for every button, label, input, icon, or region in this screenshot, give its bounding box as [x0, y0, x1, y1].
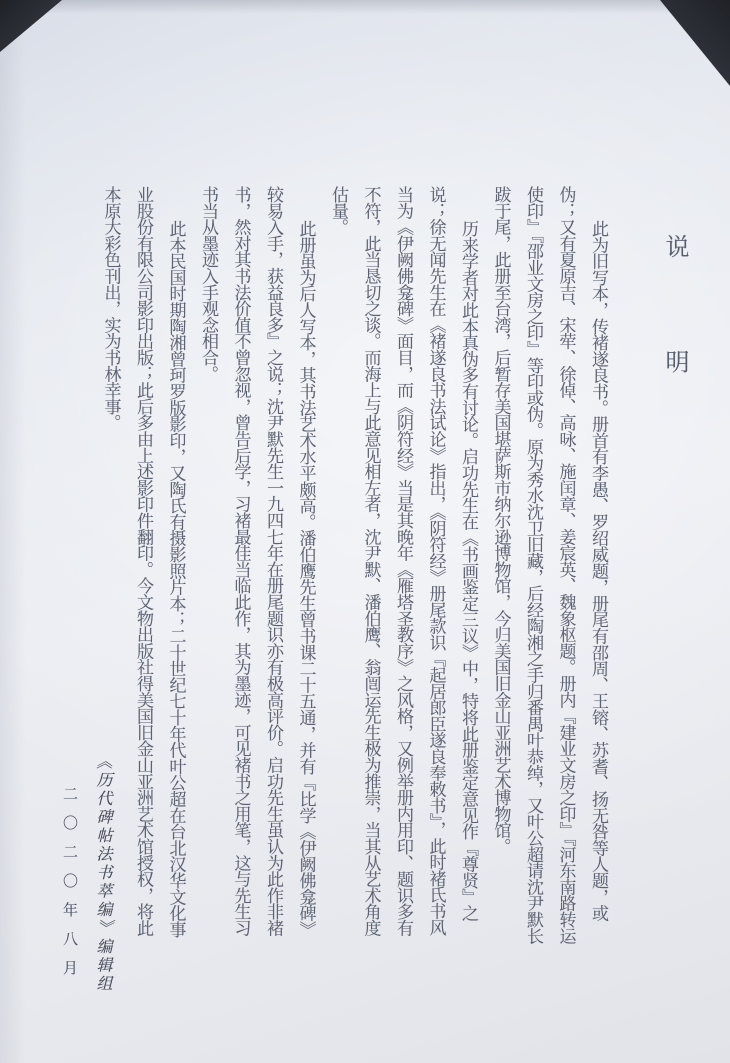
paragraph-provenance: 此为旧写本，传褚遂良书。册首有李愚、罗绍威题，册尾有邵周、王镕、苏耆、扬无咎等人题，或伪；又有夏原吉、宋荦、徐倬、高咏、施闰章、姜宸英、魏象枢题。册内『建业文房之印』『河东南路转运使印』『邵业文房之印』等印或伪。原为秀水沈卫旧藏，后经陶湘之手归番禺叶恭绰，又叶公超请沈尹默长跋于尾，此册至台湾，后暂存美国堪萨斯市纳尔逊博物馆，今归美国旧金山亚洲艺术博物馆。	[491, 186, 608, 944]
editorial-group-signature: 《历代碑帖法书萃编》编辑组	[94, 753, 111, 994]
page-title: 说明	[661, 234, 687, 465]
paragraph-publication-history: 此本民国时期陶湘曾珂罗版影印，又陶氏有摄影照片本；二十世纪七十年代叶公超在台北汉华文化事业股份有限公司影印出版；此后多由上述影印件翻印。今文物出版社得美国旧金山亚洲艺术馆授权，将此本原大彩色刊出，实为书林幸事。	[101, 186, 186, 938]
photo-corner-top-right	[660, 0, 730, 86]
top-edge-shadow	[0, 0, 730, 14]
publication-date: 二〇二〇年八月	[61, 786, 77, 989]
paragraph-artistic-value: 此册虽为后人写本，其书法艺术水平颇高。潘伯鹰先生曾书课二十五通，并有『比学《伊阙佛龛碑》较易入手，获益良多』之说；沈尹默先生一九四七年在册尾题识亦有极高评价。启功先生虽认为此作非褚书，然对其书法价值不曾忽视，曾告后学，习褚最佳当临此作，其为墨迹，可见褚书之用笔，这与先生习书当从墨迹入手观念相合。	[199, 186, 316, 938]
paragraph-authenticity-debate: 历来学者对此本真伪多有讨论。启功先生在《书画鉴定三议》中，特将此册鉴定意见作『尊贤』之说；徐无闻先生在《褚遂良书法试论》指出，《阴符经》册尾款识『起居郎臣遂良奉敕书』，此时褚氏书风当为《伊阙佛龛碑》面目，而《阴符经》当是其晚年《雁塔圣教序》之风格，又例举册内用印、题识多有不符，此当恳切之谈。而海上与此意见相左者，沈尹默、潘伯鹰、翁闿运先生极为推崇，当其从艺术角度估量。	[329, 186, 478, 936]
body-text	[101, 186, 614, 948]
left-edge-shadow	[0, 0, 26, 1063]
